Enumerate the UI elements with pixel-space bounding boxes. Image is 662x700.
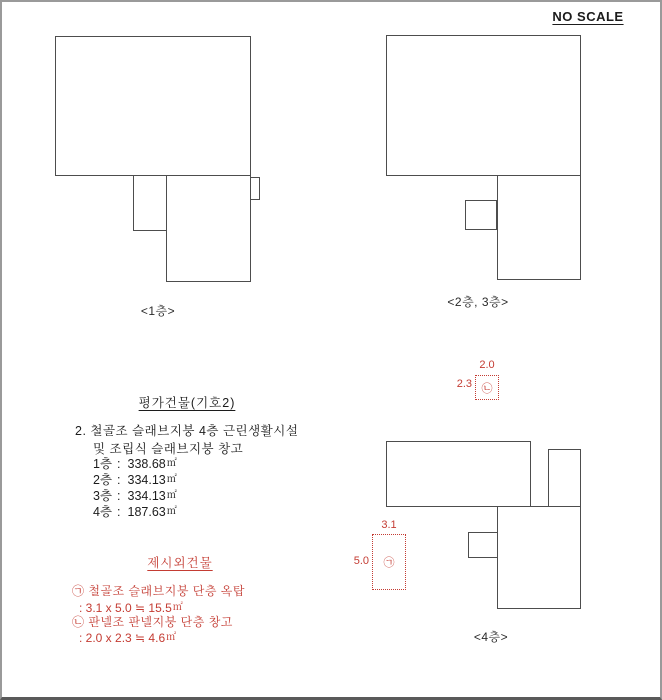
floor1-lower-outline: [166, 175, 251, 282]
separator: :: [117, 457, 121, 471]
appraisal-desc-line1: 2. 철골조 슬래브지붕 4층 근린생활시설: [75, 424, 299, 438]
floor-area: 334.13: [127, 489, 166, 503]
floor23-main-outline: [386, 35, 581, 176]
extra-item-1-unit: ㎡: [172, 602, 183, 613]
floor-area-row: [93, 504, 177, 520]
floor1-main-outline: [55, 36, 251, 176]
floor4-label: <4층>: [473, 630, 509, 644]
extra-item-1-desc: 철골조 슬래브지붕 단층 옥탑: [88, 584, 245, 598]
separator: :: [117, 473, 121, 487]
floor-name: 4층: [93, 505, 113, 519]
floor23-label: <2층, 3층>: [447, 295, 509, 309]
floor-area-row: [93, 456, 177, 472]
floor1-tab-outline: [250, 177, 260, 200]
rooftop-symbol: ㉠: [383, 557, 395, 569]
floor-name: 3층: [93, 489, 113, 503]
floor-area-row: [93, 472, 177, 488]
floor-area: 187.63: [127, 505, 166, 519]
area-unit: ㎡: [166, 458, 177, 469]
appraisal-title: 평가건물(기호2): [138, 396, 236, 410]
storage-symbol: ㉡: [481, 382, 493, 395]
floor4-tab-outline: [468, 532, 498, 558]
extra-item-2-symbol: ㉡: [72, 615, 85, 629]
storage-width-label: 2.0: [479, 359, 495, 371]
storage-height-label: 2.3: [456, 378, 472, 390]
separator: :: [117, 489, 121, 503]
floor4-tall-outline: [548, 449, 581, 507]
floor1-small-outline: [133, 175, 167, 231]
rooftop-annotation-box: [372, 534, 406, 590]
extra-item-2-desc: 판넬조 판넬지붕 단층 창고: [88, 615, 233, 629]
extra-item-1-symbol: ㉠: [72, 584, 85, 598]
floor-area-list: [93, 456, 177, 520]
floor-area-row: [93, 488, 177, 504]
floor-name: 2층: [93, 473, 113, 487]
extra-item-1-calc: : 3.1 x 5.0 ≒ 15.5: [79, 601, 172, 615]
floor23-lower-outline: [497, 175, 581, 280]
separator: :: [117, 505, 121, 519]
floor4-main-outline: [386, 441, 531, 507]
appraisal-desc-line2: 및 조립식 슬래브지붕 창고: [93, 442, 244, 456]
extra-item-2-unit: ㎡: [166, 632, 177, 643]
storage-annotation-box: [475, 375, 499, 400]
extra-item-2-calc: : 2.0 x 2.3 ≒ 4.6: [79, 631, 166, 645]
floor23-square-outline: [465, 200, 497, 230]
extra-item-1-desc-line: [72, 582, 245, 599]
floor-name: 1층: [93, 457, 113, 471]
area-unit: ㎡: [166, 506, 177, 517]
extra-item-2-calc-line: [79, 628, 176, 645]
no-scale-label: NO SCALE: [552, 9, 624, 24]
rooftop-width-label: 3.1: [381, 519, 397, 531]
rooftop-height-label: 5.0: [353, 555, 369, 567]
extra-buildings-title: 제시외건물: [147, 556, 213, 570]
floor-area: 338.68: [127, 457, 166, 471]
floor-area: 334.13: [127, 473, 166, 487]
area-unit: ㎡: [166, 490, 177, 501]
floor1-label: <1층>: [140, 304, 176, 318]
floor4-lower-outline: [497, 506, 581, 609]
area-unit: ㎡: [166, 474, 177, 485]
